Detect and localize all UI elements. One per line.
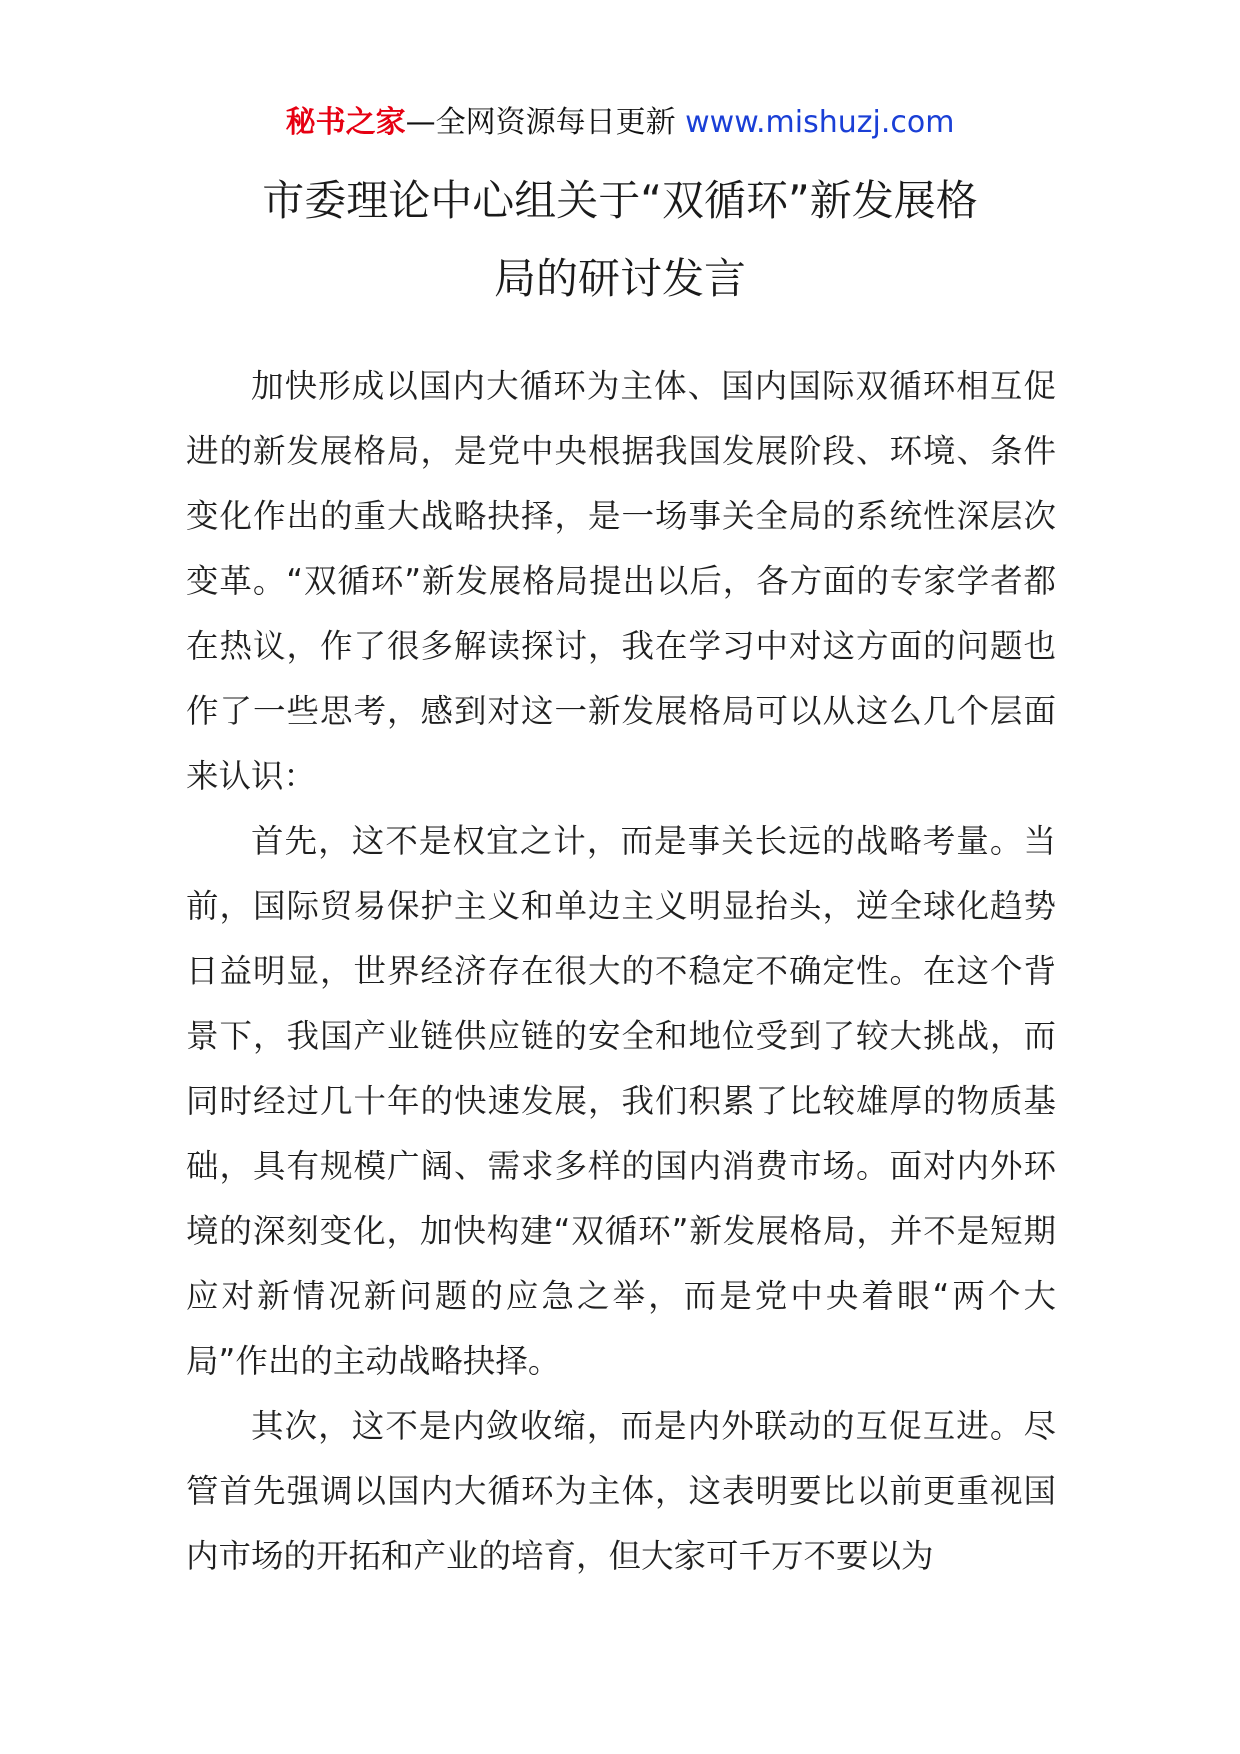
brand-name: 秘书之家 (285, 105, 406, 140)
title-line-1: 市委理论中心组关于“双循环”新发展格 (262, 176, 978, 225)
paragraph-first-point: 首先，这不是权宜之计，而是事关长远的战略考量。当前，国际贸易保护主义和单边主义明显抬头，逆全球化趋势日益明显，世界经济存在很大的不稳定不确定性。在这个背景下，我国产业链供应链的安全和地位受到了较大挑战，而同时经过几十年的快速发展，我们积累了比较雄厚的物质基础，具有规模广阔、需求多样的国内消费市场。面对内外环境的深刻变化，加快构建“双循环”新发展格局，并不是短期应对新情况新问题的应急之举，而是党中央着眼“两个大局”作出的主动战略抉择。 (186, 822, 1056, 1380)
document-title (150, 162, 1090, 318)
document-body (186, 354, 1056, 1589)
site-header (0, 98, 1240, 148)
title-line-2: 局的研讨发言 (493, 254, 746, 303)
paragraph-intro: 加快形成以国内大循环为主体、国内国际双循环相互促进的新发展格局，是党中央根据我国发展阶段、环境、条件变化作出的重大战略抉择，是一场事关全局的系统性深层次变革。“双循环”新发展格局提出以后，各方面的专家学者都在热议，作了很多解读探讨，我在学习中对这方面的问题也作了一些思考，感到对这一新发展格局可以从这么几个层面来认识： (186, 367, 1056, 795)
header-tagline: —全网资源每日更新 (405, 105, 686, 140)
site-url-link[interactable]: www.mishuzj.com (685, 105, 955, 140)
paragraph-second-point: 其次，这不是内敛收缩，而是内外联动的互促互进。尽管首先强调以国内大循环为主体，这表明要比以前更重视国内市场的开拓和产业的培育，但大家可千万不要以为 (186, 1407, 1056, 1575)
